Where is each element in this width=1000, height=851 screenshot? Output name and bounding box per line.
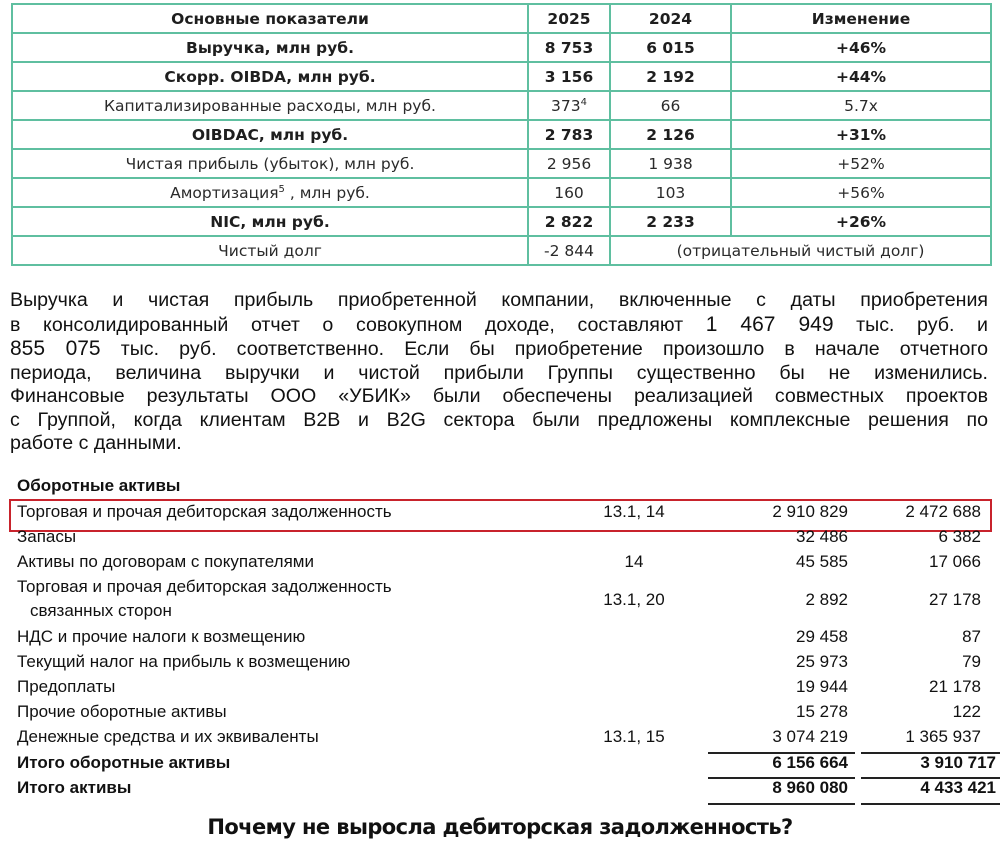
- value-2024: 2 126: [610, 120, 731, 149]
- value-2024: 17 066: [929, 552, 981, 571]
- value-2025: 8 960 080: [772, 778, 848, 797]
- value-change: +44%: [731, 62, 991, 91]
- note-ref: 13.1, 14: [603, 502, 665, 521]
- row-label: Капитализированные расходы, млн руб.: [12, 91, 528, 120]
- paragraph-line: с Группой, когда клиентам B2B и B2G сектора были предложены комплексные решения по: [10, 408, 988, 431]
- balance-row-total-current: [0, 753, 1000, 777]
- column-header-2025: 2025: [528, 4, 610, 33]
- revenue-unit: тыс. руб.: [856, 313, 955, 336]
- balance-row-vat: [0, 627, 1000, 651]
- value-change: +52%: [731, 149, 991, 178]
- conjunction: и: [977, 313, 988, 336]
- value-2025: 32 486: [796, 527, 848, 546]
- row-label: Денежные средства и их эквиваленты: [17, 727, 319, 746]
- value-2025: 6 156 664: [772, 753, 848, 772]
- row-label: Скорр. OIBDA, млн руб.: [12, 62, 528, 91]
- value-change: +26%: [731, 207, 991, 236]
- row-label: Торговая и прочая дебиторская задолженность: [17, 502, 392, 521]
- footnote-marker: 5: [278, 183, 285, 195]
- value-2025: 2 822: [528, 207, 610, 236]
- row-label-text: Амортизация: [170, 183, 279, 202]
- value-change: +56%: [731, 178, 991, 207]
- value-2025: 19 944: [796, 677, 848, 696]
- row-label: Чистая прибыль (убыток), млн руб.: [12, 149, 528, 178]
- row-label: Торговая и прочая дебиторская задолженность: [17, 577, 392, 596]
- value-2025: 2 783: [528, 120, 610, 149]
- value-2024: 1 365 937: [905, 727, 981, 746]
- value-2024: 4 433 421: [920, 778, 996, 797]
- paragraph-line: работе с данными.: [10, 432, 182, 454]
- row-label-continuation: связанных сторон: [30, 601, 172, 620]
- row-label: НДС и прочие налоги к возмещению: [17, 627, 306, 646]
- value-2025: 3 156: [528, 62, 610, 91]
- value-2024: 27 178: [929, 590, 981, 609]
- row-label: Итого активы: [17, 778, 132, 797]
- value-2025: 2 892: [805, 590, 848, 609]
- final-rule-2024: [861, 803, 1000, 805]
- balance-row-cash: [0, 727, 1000, 751]
- value-2025: 160: [528, 178, 610, 207]
- row-label: Выручка, млн руб.: [12, 33, 528, 62]
- value-2025: -2 844: [528, 236, 610, 265]
- value-2025-number: 373: [551, 96, 581, 115]
- row-label: Активы по договорам с покупателями: [17, 552, 314, 571]
- value-2024: 3 910 717: [920, 753, 996, 772]
- value-2024: 2 233: [610, 207, 731, 236]
- row-label: Текущий налог на прибыль к возмещению: [17, 652, 351, 671]
- value-2024: 103: [610, 178, 731, 207]
- row-label: Итого оборотные активы: [17, 753, 231, 772]
- paragraph-text: тыс. руб. соответственно. Если бы приобретение произошло в начале отчетного: [100, 338, 988, 360]
- row-label-suffix: , млн руб.: [284, 183, 370, 202]
- paragraph-line: периода, величина выручки и чистой прибыли Группы существенно бы не изменились.: [10, 361, 988, 384]
- row-label: NIC, млн руб.: [12, 207, 528, 236]
- balance-row-other-current: [0, 702, 1000, 726]
- value-change: +46%: [731, 33, 991, 62]
- balance-row-contract-assets: [0, 552, 1000, 576]
- paragraph-line: Выручка и чистая прибыль приобретенной компании, включенные с даты приобретения: [10, 289, 988, 311]
- value-2024: 66: [610, 91, 731, 120]
- value-2024: 122: [952, 702, 981, 721]
- balance-row-prepayments: [0, 677, 1000, 701]
- value-2024: 87: [962, 627, 981, 646]
- balance-row-income-tax: [0, 652, 1000, 676]
- paragraph-line: Финансовые результаты ООО «УБИК» были обеспечены реализацией совместных проектов: [10, 385, 988, 407]
- value-2024: 2 192: [610, 62, 731, 91]
- value-2025: 45 585: [796, 552, 848, 571]
- column-header-2024: 2024: [610, 4, 731, 33]
- row-label: Запасы: [17, 527, 77, 546]
- value-2025: 29 458: [796, 627, 848, 646]
- balance-row-trade-receivables: [0, 502, 1000, 526]
- balance-row-total-assets: [0, 778, 1000, 802]
- question-caption: Почему не выросла дебиторская задолженность?: [207, 815, 793, 839]
- column-header-change: Изменение: [731, 4, 991, 33]
- value-2025: 2 910 829: [772, 502, 848, 521]
- net-profit-amount: 855 075: [10, 337, 101, 360]
- value-change: +31%: [731, 120, 991, 149]
- paragraph-text: в консолидированный отчет о совокупном доходе, составляют: [10, 313, 684, 336]
- net-debt-note: (отрицательный чистый долг): [610, 236, 991, 265]
- note-ref: 14: [624, 552, 644, 571]
- revenue-amount: 1 467 949: [705, 312, 834, 336]
- value-2024: 6 015: [610, 33, 731, 62]
- balance-row-related-receivables-line2: [0, 601, 1000, 625]
- column-header-indicator: Основные показатели: [12, 4, 528, 33]
- value-2024: 21 178: [929, 677, 981, 696]
- note-ref: 13.1, 15: [603, 727, 665, 746]
- row-label: Прочие оборотные активы: [17, 702, 227, 721]
- value-change: 5.7x: [731, 91, 991, 120]
- value-2024: 2 472 688: [905, 502, 981, 521]
- final-rule-2025: [708, 803, 855, 805]
- row-label: Предоплаты: [17, 677, 116, 696]
- value-2024: 6 382: [938, 527, 981, 546]
- value-2025: 3 074 219: [772, 727, 848, 746]
- balance-row-inventories: [0, 527, 1000, 551]
- row-label: OIBDAC, млн руб.: [12, 120, 528, 149]
- note-ref: 13.1, 20: [603, 590, 665, 609]
- value-2025: 15 278: [796, 702, 848, 721]
- value-2024: 79: [962, 652, 981, 671]
- value-2025: 8 753: [528, 33, 610, 62]
- section-title: Оборотные активы: [17, 476, 181, 495]
- footnote-marker: 4: [580, 96, 587, 108]
- value-2025: 2 956: [528, 149, 610, 178]
- value-2024: 1 938: [610, 149, 731, 178]
- row-label: Чистый долг: [12, 236, 528, 265]
- value-2025: 25 973: [796, 652, 848, 671]
